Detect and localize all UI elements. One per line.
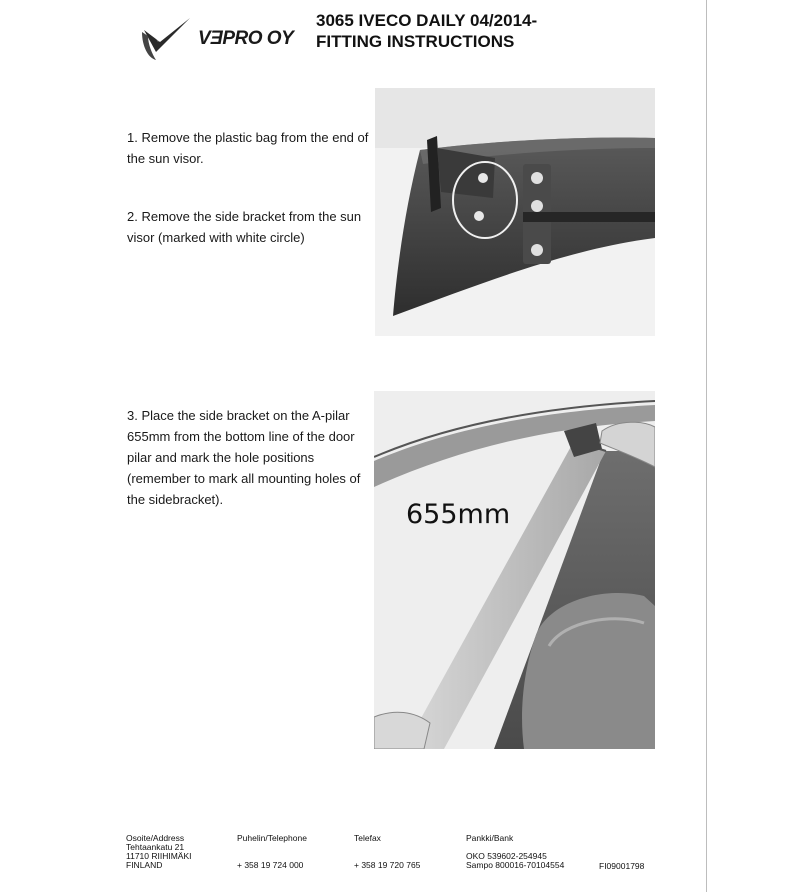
footer-address [126, 834, 192, 870]
a-pillar-photo [374, 391, 655, 749]
footer-fax [354, 834, 420, 870]
document-title [316, 10, 537, 52]
fax-value: + 358 19 720 765 [354, 860, 421, 870]
address-label: Osoite/Address [126, 833, 185, 843]
measurement-label: 655mm [406, 499, 511, 530]
swoosh-logo-icon [138, 12, 198, 64]
step-3-text: 3. Place the side bracket on the A-pilar 655mm from the bottom line of the door pilar and mark the hole positions (remember to mark all mounting holes of the sidebracket). [127, 408, 361, 507]
phone-value: + 358 19 724 000 [237, 860, 304, 870]
logo-text: VƎPRO OY [198, 28, 294, 49]
bank-account-1: OKO 539602-254945 [466, 851, 547, 861]
step-2-text: 2. Remove the side bracket from the sun visor (marked with white circle) [127, 209, 362, 245]
title-line-1: 3065 IVECO DAILY 04/2014- [316, 11, 538, 30]
bank-label: Pankki/Bank [466, 833, 514, 843]
title-line-2: FITTING INSTRUCTIONS [316, 32, 515, 51]
fax-label: Telefax [354, 833, 381, 843]
page-edge-line [706, 0, 707, 892]
phone-label: Puhelin/Telephone [237, 833, 307, 843]
address-country: FINLAND [126, 860, 163, 870]
bank-account-2: Sampo 800016-70104554 [466, 860, 565, 870]
footer [0, 826, 800, 892]
address-city: 11710 RIIHIMÄKI [126, 851, 192, 861]
footer-phone [237, 834, 307, 870]
footer-business-id [599, 862, 644, 871]
address-street: Tehtaankatu 21 [126, 842, 185, 852]
step-1-text: 1. Remove the plastic bag from the end of the sun visor. [127, 130, 369, 166]
company-logo [138, 12, 318, 64]
footer-bank [466, 834, 564, 870]
business-id: FI09001798 [599, 861, 645, 871]
sun-visor-photo [375, 88, 655, 336]
